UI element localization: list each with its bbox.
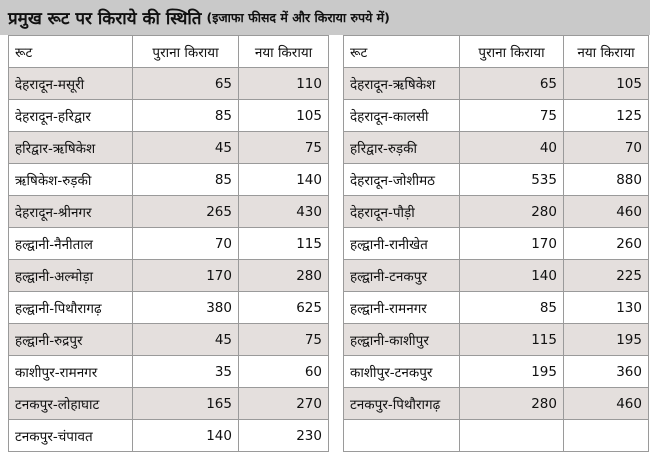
new-fare-cell: 110 [239,68,329,100]
route-cell: टनकपुर-पिथौरागढ़ [344,388,460,420]
new-fare-cell: 280 [239,260,329,292]
column-header-route: रूट [344,36,460,68]
route-cell: हल्द्वानी-टनकपुर [344,260,460,292]
table-row [344,164,649,196]
table-row [9,100,329,132]
new-fare-cell: 195 [564,324,649,356]
table-row [344,228,649,260]
route-cell: हल्द्वानी-अल्मोड़ा [9,260,133,292]
new-fare-cell: 270 [239,388,329,420]
route-cell: देहरादून-मसूरी [9,68,133,100]
table-row [344,420,649,452]
route-cell: हल्द्वानी-नैनीताल [9,228,133,260]
column-header-new-fare: नया किराया [564,36,649,68]
new-fare-cell [564,420,649,452]
old-fare-cell: 170 [460,228,564,260]
table-row [9,324,329,356]
route-cell: काशीपुर-रामनगर [9,356,133,388]
old-fare-cell: 35 [133,356,239,388]
new-fare-cell: 105 [239,100,329,132]
table-row [9,196,329,228]
old-fare-cell: 165 [133,388,239,420]
table-row [344,196,649,228]
old-fare-cell: 380 [133,292,239,324]
route-cell: काशीपुर-टनकपुर [344,356,460,388]
new-fare-cell: 460 [564,388,649,420]
new-fare-cell: 115 [239,228,329,260]
table-row [344,356,649,388]
new-fare-cell: 880 [564,164,649,196]
table-row [9,68,329,100]
new-fare-cell: 360 [564,356,649,388]
old-fare-cell: 140 [133,420,239,452]
table-row [9,292,329,324]
new-fare-cell: 460 [564,196,649,228]
column-header-old-fare: पुराना किराया [460,36,564,68]
route-cell [344,420,460,452]
title-bar [0,0,650,35]
table-row [344,324,649,356]
old-fare-cell: 280 [460,388,564,420]
fare-table-left [8,35,329,452]
route-cell: हल्द्वानी-काशीपुर [344,324,460,356]
route-cell: देहरादून-कालसी [344,100,460,132]
table-row [344,132,649,164]
new-fare-cell: 60 [239,356,329,388]
route-cell: देहरादून-जोशीमठ [344,164,460,196]
old-fare-cell: 115 [460,324,564,356]
new-fare-cell: 130 [564,292,649,324]
old-fare-cell: 195 [460,356,564,388]
table-row [344,388,649,420]
new-fare-cell: 625 [239,292,329,324]
table-row [344,100,649,132]
old-fare-cell: 85 [460,292,564,324]
page-title: प्रमुख रूट पर किराये की स्थिति [8,9,202,29]
old-fare-cell: 265 [133,196,239,228]
route-cell: देहरादून-ऋषिकेश [344,68,460,100]
old-fare-cell: 65 [133,68,239,100]
column-header-route: रूट [9,36,133,68]
table-header-row [344,36,649,68]
old-fare-cell: 85 [133,164,239,196]
route-cell: देहरादून-श्रीनगर [9,196,133,228]
table-row [344,68,649,100]
column-header-new-fare: नया किराया [239,36,329,68]
new-fare-cell: 140 [239,164,329,196]
fare-table-right [343,35,649,452]
old-fare-cell: 140 [460,260,564,292]
table-row [9,388,329,420]
table-row [344,292,649,324]
table-row [9,132,329,164]
old-fare-cell: 170 [133,260,239,292]
route-cell: हल्द्वानी-रानीखेत [344,228,460,260]
route-cell: हल्द्वानी-पिथौरागढ़ [9,292,133,324]
old-fare-cell: 65 [460,68,564,100]
table-row [9,260,329,292]
old-fare-cell: 45 [133,324,239,356]
old-fare-cell: 70 [133,228,239,260]
new-fare-cell: 105 [564,68,649,100]
new-fare-cell: 125 [564,100,649,132]
table-row [9,356,329,388]
table-row [9,420,329,452]
old-fare-cell: 40 [460,132,564,164]
route-cell: हल्द्वानी-रुद्रपुर [9,324,133,356]
route-cell: देहरादून-हरिद्वार [9,100,133,132]
new-fare-cell: 70 [564,132,649,164]
old-fare-cell: 280 [460,196,564,228]
page-subtitle: (इजाफा फीसद में और किराया रुपये में) [206,10,390,25]
route-cell: हल्द्वानी-रामनगर [344,292,460,324]
route-cell: टनकपुर-चंपावत [9,420,133,452]
old-fare-cell: 535 [460,164,564,196]
old-fare-cell: 85 [133,100,239,132]
route-cell: ऋषिकेश-रुड़की [9,164,133,196]
new-fare-cell: 75 [239,324,329,356]
route-cell: टनकपुर-लोहाघाट [9,388,133,420]
column-header-old-fare: पुराना किराया [133,36,239,68]
route-cell: देहरादून-पौड़ी [344,196,460,228]
new-fare-cell: 75 [239,132,329,164]
new-fare-cell: 225 [564,260,649,292]
table-row [9,164,329,196]
new-fare-cell: 430 [239,196,329,228]
table-header-row [9,36,329,68]
table-row [9,228,329,260]
old-fare-cell: 75 [460,100,564,132]
new-fare-cell: 260 [564,228,649,260]
new-fare-cell: 230 [239,420,329,452]
old-fare-cell: 45 [133,132,239,164]
tables-area [0,35,650,456]
route-cell: हरिद्वार-ऋषिकेश [9,132,133,164]
table-row [344,260,649,292]
old-fare-cell [460,420,564,452]
route-cell: हरिद्वार-रुड़की [344,132,460,164]
